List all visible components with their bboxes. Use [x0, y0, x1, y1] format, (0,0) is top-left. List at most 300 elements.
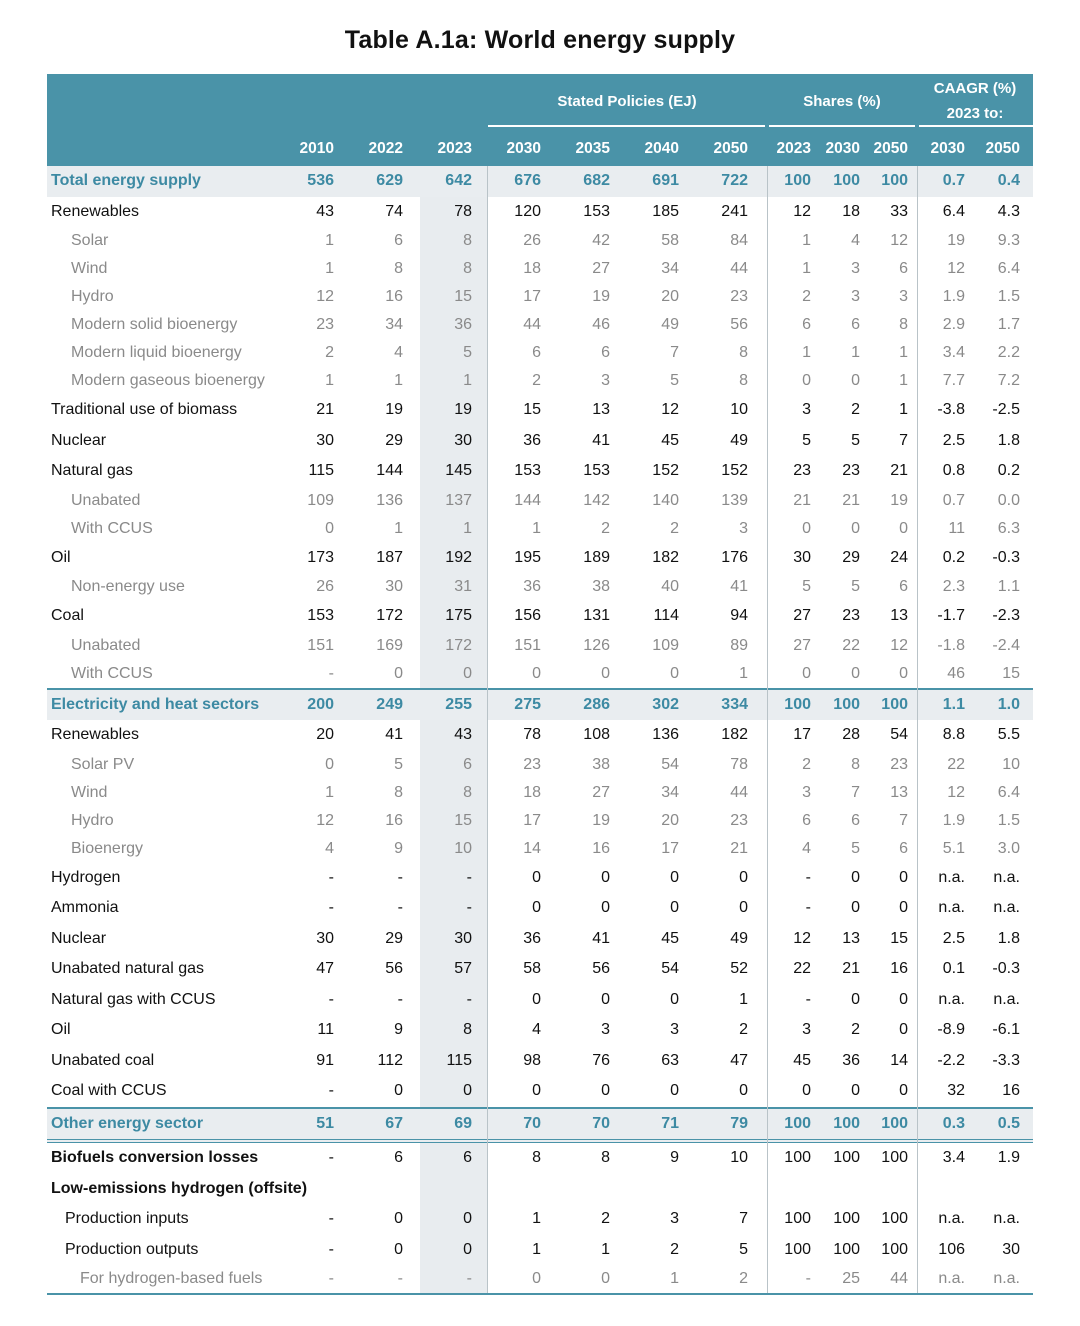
row-value: 22 — [947, 755, 965, 773]
row-value: 44 — [890, 1270, 908, 1287]
row-value: 1.0 — [997, 695, 1020, 713]
table-row — [47, 807, 1033, 835]
row-value: 0 — [601, 868, 610, 886]
row-label: Low-emissions hydrogen (offsite) — [51, 1179, 308, 1197]
row-value: 0 — [802, 372, 811, 389]
row-label: Solar PV — [71, 755, 135, 773]
row-value: 31 — [454, 578, 472, 595]
row-value: 536 — [307, 172, 334, 190]
row-value — [858, 1174, 908, 1205]
row-value: 45 — [661, 929, 679, 947]
header-year-9: 2050 — [873, 140, 908, 157]
row-value: 17 — [523, 288, 541, 305]
row-value: 36 — [523, 578, 541, 595]
row-value: 136 — [652, 726, 679, 744]
row-value: 176 — [721, 548, 748, 566]
row-value: 6.4 — [997, 260, 1020, 277]
row-label: Other energy sector — [51, 1114, 204, 1132]
row-value: 21 — [842, 960, 860, 978]
row-value: 100 — [833, 1210, 860, 1228]
row-value: 0.5 — [997, 1114, 1020, 1132]
row-value: 152 — [721, 462, 748, 480]
row-value: 8 — [463, 783, 472, 801]
table-row — [47, 863, 1033, 894]
row-value: -1.8 — [937, 636, 965, 654]
row-value: 6 — [463, 1149, 472, 1167]
row-value: 0 — [899, 1021, 908, 1039]
row-value: 3.0 — [997, 839, 1020, 857]
row-value: 2 — [601, 1210, 610, 1228]
row-value: 6.4 — [942, 202, 965, 220]
row-value: 629 — [376, 172, 403, 190]
row-value: 100 — [833, 1114, 860, 1132]
row-value: - — [397, 868, 403, 886]
row-value: 5 — [739, 1240, 748, 1258]
row-value: 44 — [730, 783, 748, 801]
row-value: 249 — [376, 695, 403, 713]
table-row — [47, 1174, 1033, 1205]
table-row — [47, 456, 1033, 487]
row-value: 56 — [592, 960, 610, 978]
header-shares: Shares (%) — [803, 93, 881, 110]
row-value: 32 — [947, 1082, 965, 1100]
row-value: 19 — [592, 288, 610, 305]
row-value: 6 — [899, 839, 908, 857]
row-value: 175 — [445, 607, 472, 625]
row-value: 5.5 — [997, 726, 1020, 744]
row-label: Nuclear — [51, 431, 107, 449]
table-row — [47, 227, 1033, 255]
table-row — [47, 367, 1033, 395]
row-value: 21 — [890, 462, 908, 480]
row-value: 1.8 — [997, 929, 1020, 947]
row-value: - — [328, 1082, 334, 1100]
row-value: -2.2 — [937, 1051, 965, 1069]
row-value: 43 — [316, 202, 334, 220]
row-value: 3 — [802, 783, 811, 801]
row-value: 49 — [730, 431, 748, 449]
row-value: 153 — [514, 462, 541, 480]
row-value: 334 — [721, 695, 748, 713]
row-value: 8.8 — [942, 726, 965, 744]
row-value: 100 — [784, 172, 811, 190]
table-row — [47, 1015, 1033, 1046]
row-value — [615, 1174, 679, 1205]
row-value: 8 — [899, 316, 908, 333]
row-value: 18 — [523, 783, 541, 801]
row-value: 0 — [899, 519, 908, 537]
row-value: 100 — [881, 1240, 908, 1258]
row-value: 14 — [523, 839, 541, 857]
row-value: 8 — [394, 260, 403, 277]
row-value: 100 — [784, 1149, 811, 1167]
row-value: 0.4 — [997, 172, 1020, 190]
row-value: 3 — [851, 260, 860, 277]
row-label: With CCUS — [71, 664, 153, 682]
row-value: 7 — [899, 431, 908, 449]
row-value: 140 — [652, 491, 679, 509]
row-value: 30 — [316, 929, 334, 947]
row-value: 1.1 — [942, 695, 965, 713]
table-row — [47, 835, 1033, 863]
row-value: 6 — [601, 344, 610, 361]
row-value — [546, 1174, 610, 1205]
row-value: 79 — [730, 1114, 748, 1132]
row-value: 0 — [325, 519, 334, 537]
row-value: 131 — [583, 607, 610, 625]
row-value: 100 — [833, 1240, 860, 1258]
row-value: 42 — [592, 232, 610, 249]
table-row — [47, 954, 1033, 985]
row-value: 0.7 — [942, 172, 965, 190]
row-value: 51 — [316, 1114, 334, 1132]
row-value: 3.4 — [942, 1149, 965, 1167]
row-value: 9 — [394, 1021, 403, 1039]
row-label: Production inputs — [65, 1210, 189, 1228]
row-value: - — [397, 899, 403, 917]
column-separator — [917, 166, 918, 1293]
row-label: Production outputs — [65, 1240, 199, 1258]
row-value: 0 — [802, 664, 811, 682]
row-label: Modern gaseous bioenergy — [71, 372, 265, 389]
row-value: 7 — [851, 783, 860, 801]
row-value: 4 — [851, 232, 860, 249]
row-label: Bioenergy — [71, 839, 144, 857]
row-value: 47 — [316, 960, 334, 978]
row-value: 6 — [851, 811, 860, 829]
row-value: 22 — [842, 636, 860, 654]
row-value: 6 — [532, 344, 541, 361]
row-value: 0 — [851, 899, 860, 917]
row-value: 74 — [385, 202, 403, 220]
row-value: 187 — [376, 548, 403, 566]
row-value: 27 — [793, 607, 811, 625]
row-label: Ammonia — [51, 899, 119, 917]
row-value: 10 — [730, 1149, 748, 1167]
row-value: 19 — [454, 401, 472, 419]
row-value: 45 — [661, 431, 679, 449]
row-value: 70 — [592, 1114, 610, 1132]
row-value: 0 — [463, 1240, 472, 1258]
row-value: 3 — [670, 1021, 679, 1039]
row-value: 0.0 — [997, 491, 1020, 509]
row-label: For hydrogen-based fuels — [80, 1270, 263, 1287]
row-value: 144 — [514, 491, 541, 509]
row-value: 2.3 — [942, 578, 965, 595]
header-year-7: 2023 — [776, 140, 811, 157]
table-row — [47, 720, 1033, 751]
row-value — [962, 1174, 1020, 1205]
row-value: 36 — [523, 929, 541, 947]
row-value: - — [805, 1270, 811, 1287]
row-value: 1.9 — [942, 811, 965, 829]
row-label: Nuclear — [51, 929, 107, 947]
row-value: 0 — [739, 899, 748, 917]
row-value: 0 — [463, 1082, 472, 1100]
row-value: 2 — [851, 401, 860, 419]
row-value: 115 — [446, 1051, 472, 1069]
row-value: 1 — [899, 401, 908, 419]
row-value: 18 — [842, 202, 860, 220]
row-value: 5 — [394, 755, 403, 773]
row-value: 34 — [661, 260, 679, 277]
row-value: 47 — [730, 1051, 748, 1069]
row-value: 22 — [793, 960, 811, 978]
row-value: 13 — [890, 783, 908, 801]
row-label: Natural gas with CCUS — [51, 990, 216, 1008]
row-value: 26 — [316, 578, 334, 595]
row-value: 6 — [394, 1149, 403, 1167]
row-value: 100 — [833, 172, 860, 190]
row-value: 0 — [394, 1082, 403, 1100]
row-value: 136 — [376, 491, 403, 509]
row-value: 0 — [670, 899, 679, 917]
row-value: 12 — [947, 260, 965, 277]
row-value: 25 — [842, 1270, 860, 1287]
row-value: 0 — [670, 868, 679, 886]
row-value: n.a. — [938, 899, 965, 917]
row-value: 0 — [532, 1270, 541, 1287]
row-value: 56 — [730, 316, 748, 333]
row-value: 30 — [316, 431, 334, 449]
table-row — [47, 985, 1033, 1016]
row-value: 255 — [445, 695, 472, 713]
row-label: Biofuels conversion losses — [51, 1149, 259, 1167]
table-row — [47, 632, 1033, 660]
row-value: 642 — [445, 172, 472, 190]
row-value: 20 — [316, 726, 334, 744]
row-value: 27 — [592, 260, 610, 277]
header-year-11: 2050 — [985, 140, 1020, 157]
row-label: Unabated coal — [51, 1051, 155, 1069]
row-value: 2 — [670, 519, 679, 537]
row-value: 0.3 — [942, 1114, 965, 1132]
row-value: 13 — [842, 929, 860, 947]
row-value: 0.1 — [942, 960, 965, 978]
row-value: 0 — [899, 1082, 908, 1100]
row-value: 2.5 — [942, 929, 965, 947]
row-value: 84 — [730, 232, 748, 249]
row-value: 139 — [721, 491, 748, 509]
row-value — [761, 1174, 811, 1205]
row-value: 1.8 — [997, 431, 1020, 449]
row-value: 1 — [394, 372, 403, 389]
row-value: 0 — [899, 899, 908, 917]
row-value: 15 — [454, 288, 472, 305]
header-rule-stated — [488, 125, 765, 127]
row-value: 9 — [670, 1149, 679, 1167]
row-value: 112 — [377, 1051, 403, 1069]
table-row — [47, 779, 1033, 807]
row-value: 67 — [385, 1114, 403, 1132]
row-label: Traditional use of biomass — [51, 401, 238, 419]
row-value: 12 — [661, 401, 679, 419]
row-value: 6 — [394, 232, 403, 249]
table-row — [47, 426, 1033, 457]
row-value: 27 — [592, 783, 610, 801]
row-value: 9 — [394, 839, 403, 857]
row-value: 12 — [793, 929, 811, 947]
row-value: - — [466, 990, 472, 1008]
header-caagr-line2: 2023 to: — [946, 105, 1004, 122]
row-value: 5.1 — [942, 839, 965, 857]
table-bottom-rule — [47, 1293, 1033, 1295]
row-value: 144 — [376, 462, 403, 480]
row-value: 1 — [899, 344, 908, 361]
table-row — [47, 255, 1033, 283]
row-value: 3 — [670, 1210, 679, 1228]
row-value: 78 — [454, 202, 472, 220]
row-value: 23 — [793, 462, 811, 480]
row-value: 2 — [802, 755, 811, 773]
row-value: 0 — [670, 990, 679, 1008]
row-value: 70 — [523, 1114, 541, 1132]
row-value: 109 — [307, 491, 334, 509]
row-value: 0 — [601, 664, 610, 682]
row-value: 20 — [661, 288, 679, 305]
row-value: -0.3 — [992, 960, 1020, 978]
row-value: n.a. — [993, 868, 1020, 886]
row-label: Hydro — [71, 811, 114, 829]
row-value: 58 — [523, 960, 541, 978]
row-value: 302 — [652, 695, 679, 713]
row-value: 0 — [851, 519, 860, 537]
row-value: 71 — [661, 1114, 679, 1132]
row-value: 1 — [670, 1270, 679, 1287]
row-value: 137 — [445, 491, 472, 509]
row-value — [270, 1174, 334, 1205]
row-value: 23 — [316, 316, 334, 333]
row-value: 12 — [793, 202, 811, 220]
row-value: 15 — [523, 401, 541, 419]
row-value: 2 — [739, 1270, 748, 1287]
row-value: - — [328, 1240, 334, 1258]
table-row — [47, 395, 1033, 426]
row-value: 19 — [947, 232, 965, 249]
row-value: 1 — [325, 783, 334, 801]
row-value: - — [328, 664, 334, 682]
row-value: - — [328, 868, 334, 886]
table-row — [47, 1076, 1033, 1107]
row-value: 142 — [583, 491, 610, 509]
row-value: 11 — [317, 1021, 334, 1039]
row-value: 200 — [307, 695, 334, 713]
row-value: n.a. — [993, 1270, 1020, 1287]
row-value: 182 — [652, 548, 679, 566]
row-value: -2.4 — [992, 636, 1020, 654]
row-value: 23 — [890, 755, 908, 773]
header-rule-caagr — [919, 125, 1033, 127]
row-value: 0.7 — [942, 491, 965, 509]
row-value: 6 — [802, 316, 811, 333]
row-value: 54 — [890, 726, 908, 744]
column-separator — [487, 166, 488, 1293]
row-label: Non-energy use — [71, 578, 185, 595]
row-value: 12 — [316, 288, 334, 305]
row-value: 172 — [376, 607, 403, 625]
row-label: Oil — [51, 1021, 71, 1039]
row-value: 5 — [851, 839, 860, 857]
header-year-3: 2030 — [506, 140, 541, 157]
row-value: 12 — [890, 232, 908, 249]
row-label: Total energy supply — [51, 172, 201, 190]
row-value: 6 — [899, 260, 908, 277]
row-value: 0 — [532, 868, 541, 886]
table-row — [47, 660, 1033, 688]
row-value: 4 — [394, 344, 403, 361]
row-value: 106 — [938, 1240, 965, 1258]
row-value: 0 — [532, 664, 541, 682]
row-value: 76 — [592, 1051, 610, 1069]
row-label: Wind — [71, 783, 108, 801]
row-value: 21 — [730, 839, 748, 857]
header-year-0: 2010 — [299, 140, 334, 157]
row-value: 185 — [652, 202, 679, 220]
row-value: 0 — [851, 868, 860, 886]
row-value: 100 — [833, 695, 860, 713]
row-value: -0.3 — [992, 548, 1020, 566]
row-value: 1 — [899, 372, 908, 389]
row-value: 4.3 — [997, 202, 1020, 220]
row-value: - — [397, 1270, 403, 1287]
row-value: 100 — [833, 1149, 860, 1167]
row-value: 1 — [463, 372, 472, 389]
row-value: 9.3 — [997, 232, 1020, 249]
row-value: 275 — [514, 695, 541, 713]
row-value: 21 — [793, 491, 811, 509]
row-value: 4 — [532, 1021, 541, 1039]
row-value: 49 — [730, 929, 748, 947]
row-value: 8 — [463, 1021, 472, 1039]
row-value: 1.1 — [997, 578, 1020, 595]
row-value: 691 — [652, 172, 679, 190]
row-value: 91 — [316, 1051, 334, 1069]
row-value: 28 — [842, 726, 860, 744]
row-label: Solar — [71, 232, 109, 249]
header-year-4: 2035 — [575, 140, 610, 157]
row-value: 11 — [948, 519, 965, 537]
row-value: 8 — [739, 372, 748, 389]
row-label: Hydro — [71, 288, 114, 305]
row-label: Wind — [71, 260, 108, 277]
header-year-1: 2022 — [368, 140, 403, 157]
row-value: 1.7 — [997, 316, 1020, 333]
row-value: 0 — [739, 868, 748, 886]
row-value: 30 — [385, 578, 403, 595]
table-row — [47, 1204, 1033, 1235]
row-value: 56 — [385, 960, 403, 978]
row-value: 120 — [514, 202, 541, 220]
row-value: 1 — [325, 372, 334, 389]
row-value: 27 — [793, 636, 811, 654]
row-value: 36 — [842, 1051, 860, 1069]
row-value: 5 — [463, 344, 472, 361]
row-value: 41 — [592, 431, 610, 449]
row-value: 2 — [802, 288, 811, 305]
row-value: 1 — [394, 519, 403, 537]
row-value: -3.3 — [992, 1051, 1020, 1069]
row-value: 8 — [739, 344, 748, 361]
row-value: 1.5 — [997, 288, 1020, 305]
row-value: 10 — [1002, 755, 1020, 773]
row-value: 153 — [583, 462, 610, 480]
row-value: 3 — [899, 288, 908, 305]
row-value: 23 — [523, 755, 541, 773]
table-row — [47, 573, 1033, 601]
row-value: 23 — [842, 607, 860, 625]
row-value: 16 — [1002, 1082, 1020, 1100]
row-value: 52 — [730, 960, 748, 978]
